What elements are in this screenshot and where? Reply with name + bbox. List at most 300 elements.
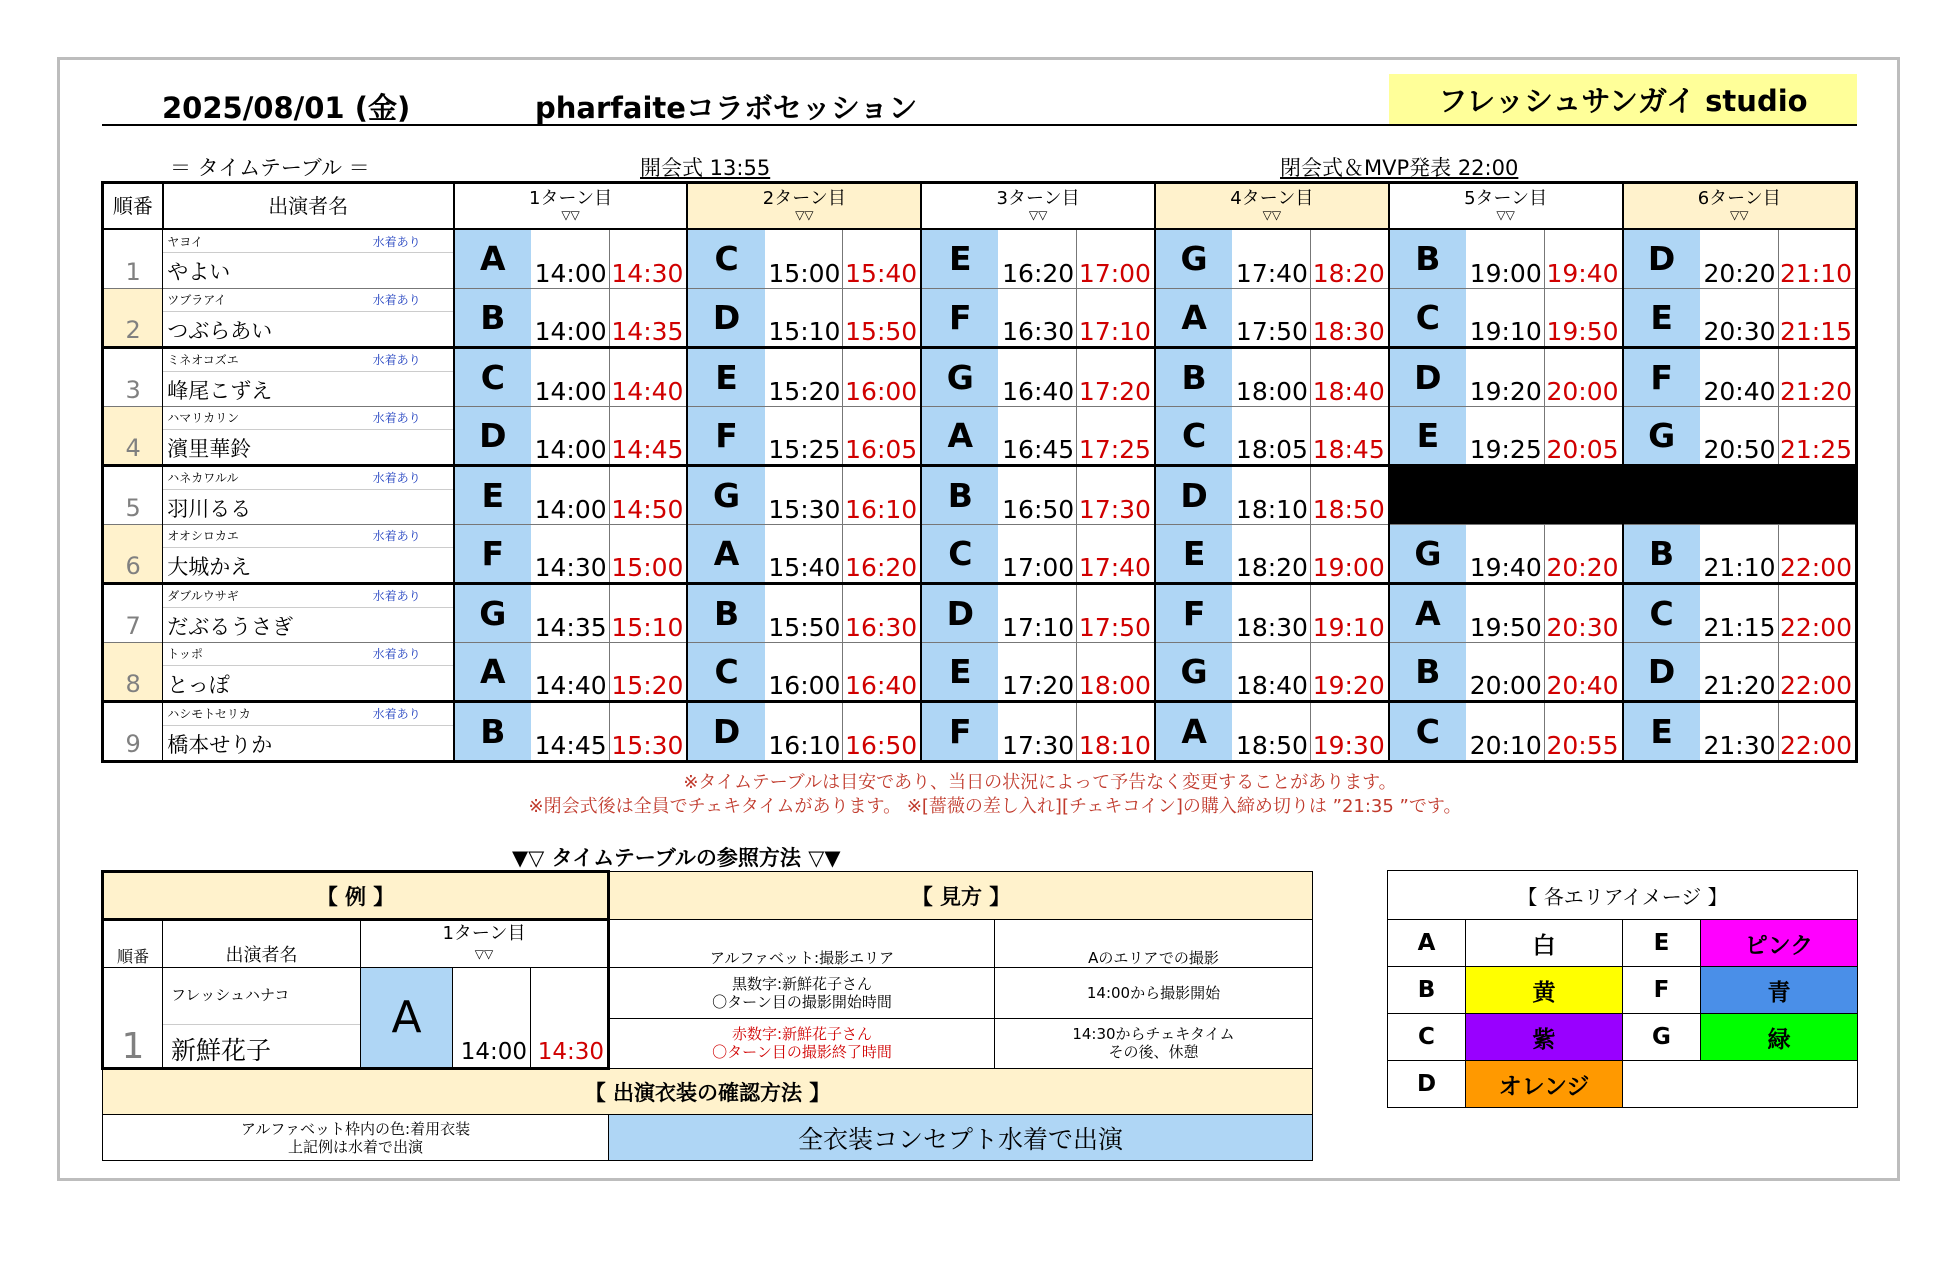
performer-kana: ツブラアイ — [167, 293, 227, 307]
performer-kana: オオシロカエ — [167, 529, 239, 543]
performer-name: 大城かえ — [167, 554, 252, 579]
end-time: 14:50 — [609, 465, 687, 524]
start-time: 18:00 — [1232, 347, 1310, 406]
turn-header-label: 1ターン目 — [529, 188, 613, 210]
performer-name-cell — [163, 465, 454, 524]
turn-header-arrows: ▽▽ — [1028, 208, 1048, 223]
end-time: 17:30 — [1077, 465, 1155, 524]
start-time: 15:25 — [765, 406, 843, 465]
area-letter: C — [1389, 288, 1466, 347]
start-time: 18:05 — [1232, 406, 1310, 465]
howto-end-desc — [609, 1018, 995, 1069]
end-time: 16:00 — [843, 347, 921, 406]
performer-row — [103, 642, 1857, 701]
area-legend-letter: C — [1388, 1014, 1466, 1061]
example-turn-header — [361, 920, 609, 968]
performer-order: 7 — [103, 583, 163, 642]
start-time: 19:10 — [1466, 288, 1544, 347]
end-time: 16:20 — [843, 524, 921, 583]
area-letter: A — [1155, 701, 1232, 761]
performer-order: 3 — [103, 347, 163, 406]
start-time: 16:40 — [998, 347, 1076, 406]
turn-header-5 — [1389, 183, 1623, 230]
reference-title: ▼▽ タイムテーブルの参照方法 ▽▼ — [512, 846, 841, 870]
event-date: 2025/08/01 (金) — [162, 91, 411, 125]
example-end: 14:30 — [531, 968, 609, 1069]
end-time: 17:50 — [1077, 583, 1155, 642]
howto-start-example: 14:00から撮影開始 — [995, 968, 1313, 1019]
start-time: 15:10 — [765, 288, 843, 347]
start-time: 20:40 — [1700, 347, 1778, 406]
area-legend-row — [1388, 1061, 1858, 1108]
area-letter: G — [1389, 524, 1466, 583]
area-legend-empty — [1623, 1061, 1858, 1108]
performer-kana-row — [163, 349, 452, 372]
area-letter: E — [921, 642, 998, 701]
swimsuit-tag: 水着あり — [372, 411, 421, 425]
area-letter: E — [1623, 288, 1700, 347]
performer-row — [103, 288, 1857, 347]
area-letter: G — [454, 583, 531, 642]
example-num: 1 — [103, 968, 163, 1069]
area-letter: F — [1623, 347, 1700, 406]
start-time: 19:25 — [1466, 406, 1544, 465]
area-legend-letter: G — [1623, 1014, 1701, 1061]
howto-end-desc-1: 赤数字:新鮮花子さん — [731, 1025, 873, 1044]
howto-area-example: Aのエリアでの撮影 — [995, 920, 1313, 968]
area-legend-color: ピンク — [1701, 920, 1858, 967]
start-time: 20:00 — [1466, 642, 1544, 701]
area-letter: G — [1155, 642, 1232, 701]
turn-header-label: 2ターン目 — [762, 188, 846, 210]
area-letter: E — [454, 465, 531, 524]
start-time: 19:40 — [1466, 524, 1544, 583]
start-time: 20:20 — [1700, 229, 1778, 288]
area-legend-color: 緑 — [1701, 1014, 1858, 1061]
performer-order: 6 — [103, 524, 163, 583]
area-legend-color: 青 — [1701, 967, 1858, 1014]
performer-kana-row — [163, 643, 452, 666]
end-time: 21:15 — [1778, 288, 1857, 347]
start-time: 19:00 — [1466, 229, 1544, 288]
swimsuit-tag: 水着あり — [372, 707, 421, 721]
example-name: 新鮮花子 — [171, 1036, 272, 1065]
start-time: 20:50 — [1700, 406, 1778, 465]
area-letter: G — [1155, 229, 1232, 288]
start-time: 18:20 — [1232, 524, 1310, 583]
turn-header-label: 4ターン目 — [1230, 188, 1314, 210]
unavailable-block — [1389, 465, 1857, 524]
area-letter: D — [1389, 347, 1466, 406]
area-letter: E — [921, 229, 998, 288]
venue-name: フレッシュサンガイ studio — [1389, 74, 1857, 124]
performer-name: 橋本せりか — [167, 732, 273, 757]
timetable-note-1: ※タイムテーブルは目安であり、当日の状況によって予告なく変更することがあります。 — [683, 772, 1397, 793]
start-time: 17:00 — [998, 524, 1076, 583]
start-time: 17:40 — [1232, 229, 1310, 288]
area-legend-title: 【 各エリアイメージ 】 — [1388, 871, 1858, 920]
end-time: 16:40 — [843, 642, 921, 701]
area-legend-letter: D — [1388, 1061, 1466, 1108]
area-letter: D — [687, 701, 764, 761]
start-time: 21:30 — [1700, 701, 1778, 761]
performer-kana: トッポ — [167, 647, 203, 661]
area-legend-color: オレンジ — [1466, 1061, 1623, 1108]
area-letter: D — [921, 583, 998, 642]
start-time: 15:30 — [765, 465, 843, 524]
end-time: 17:25 — [1077, 406, 1155, 465]
area-legend-row — [1388, 967, 1858, 1014]
end-time: 18:40 — [1310, 347, 1388, 406]
area-letter: D — [1623, 642, 1700, 701]
end-time: 20:05 — [1544, 406, 1622, 465]
end-time: 15:40 — [845, 258, 918, 288]
area-legend-letter: F — [1623, 967, 1701, 1014]
performer-kana-row — [163, 289, 452, 312]
start-time: 16:00 — [765, 642, 843, 701]
end-time: 18:30 — [1310, 288, 1388, 347]
end-time: 22:00 — [1778, 524, 1857, 583]
howto-start-desc — [609, 968, 995, 1019]
performer-row — [103, 701, 1857, 761]
area-letter: G — [687, 465, 764, 524]
start-time: 21:15 — [1700, 583, 1778, 642]
end-time: 14:40 — [609, 347, 687, 406]
end-time: 16:50 — [843, 701, 921, 761]
start-time: 14:00 — [531, 465, 609, 524]
turn-header-arrows: ▽▽ — [1730, 208, 1749, 223]
area-letter: A — [921, 406, 998, 465]
start-time: 19:20 — [1466, 347, 1544, 406]
turn-header-arrows: ▽▽ — [561, 208, 580, 223]
end-time: 18:00 — [1077, 642, 1155, 701]
area-letter: C — [687, 642, 764, 701]
performer-name-cell — [163, 642, 454, 701]
swimsuit-tag: 水着あり — [372, 589, 421, 603]
area-letter: A — [1389, 583, 1466, 642]
area-letter: A — [454, 642, 531, 701]
area-legend-letter: E — [1623, 920, 1701, 967]
start-time: 21:10 — [1700, 524, 1778, 583]
end-time: 19:00 — [1310, 524, 1388, 583]
turn-header-label: 6ターン目 — [1697, 188, 1781, 210]
end-time: 22:00 — [1778, 583, 1857, 642]
costume-desc — [103, 1115, 609, 1161]
performer-kana-row — [163, 467, 452, 490]
end-time: 16:30 — [843, 583, 921, 642]
start-time: 17:50 — [1232, 288, 1310, 347]
example-start: 14:00 — [453, 968, 531, 1069]
swimsuit-tag: 水着あり — [372, 529, 421, 543]
area-legend-color: 黄 — [1466, 967, 1623, 1014]
performer-row — [103, 524, 1857, 583]
area-letter: D — [454, 406, 531, 465]
area-legend-color: 紫 — [1466, 1014, 1623, 1061]
area-legend-color: 白 — [1466, 920, 1623, 967]
performer-name-cell — [163, 524, 454, 583]
turn-header-arrows: ▽▽ — [1496, 208, 1515, 223]
start-time: 15:50 — [765, 583, 843, 642]
example-order-header: 順番 — [103, 920, 163, 968]
start-time: 16:30 — [998, 288, 1076, 347]
end-time: 17:10 — [1077, 288, 1155, 347]
performer-kana: ハシモトセリカ — [167, 707, 251, 721]
start-time: 18:10 — [1232, 465, 1310, 524]
performer-kana: ミネオコズエ — [167, 353, 239, 367]
end-time: 14:45 — [609, 406, 687, 465]
performer-name: 峰尾こずえ — [167, 378, 273, 403]
start-time: 14:45 — [531, 701, 609, 761]
end-time: 22:00 — [1778, 642, 1857, 701]
howto-end-example-2: その後、休憩 — [1108, 1043, 1199, 1062]
howto-end-example — [995, 1018, 1313, 1069]
performer-kana-row — [163, 230, 452, 253]
area-letter: B — [687, 583, 764, 642]
end-time: 20:00 — [1544, 347, 1622, 406]
swimsuit-tag: 水着あり — [372, 353, 421, 367]
end-time: 21:10 — [1779, 258, 1852, 288]
end-time: 15:20 — [609, 642, 687, 701]
turn-header-arrows: ▽▽ — [795, 208, 814, 223]
closing-time: 閉会式＆MVP発表 22:00 — [1280, 156, 1519, 180]
start-time: 20:30 — [1700, 288, 1778, 347]
area-legend-letter: B — [1388, 967, 1466, 1014]
end-time: 15:00 — [609, 524, 687, 583]
end-time: 15:50 — [843, 288, 921, 347]
performer-kana-row — [163, 585, 452, 608]
area-letter: E — [1155, 524, 1232, 583]
start-time: 16:20 — [998, 229, 1076, 288]
swimsuit-tag: 水着あり — [372, 234, 421, 249]
performer-name-cell — [163, 347, 454, 406]
start-time: 21:20 — [1700, 642, 1778, 701]
area-letter: B — [454, 288, 531, 347]
area-letter: D — [1155, 465, 1232, 524]
start-time: 16:45 — [998, 406, 1076, 465]
turn-header-2 — [687, 183, 921, 230]
end-time: 17:00 — [1078, 258, 1151, 288]
start-time: 16:50 — [998, 465, 1076, 524]
performer-name: だぶるうさぎ — [167, 614, 294, 639]
performer-name-cell — [163, 583, 454, 642]
start-time: 14:35 — [531, 583, 609, 642]
performer-row — [103, 347, 1857, 406]
start-time: 14:00 — [531, 347, 609, 406]
timetable-label: ＝ タイムテーブル ＝ — [170, 156, 370, 180]
swimsuit-tag: 水着あり — [372, 647, 421, 661]
end-time: 14:35 — [609, 288, 687, 347]
timetable-body — [103, 229, 1857, 761]
performer-row — [103, 465, 1857, 524]
timetable — [101, 181, 1858, 763]
area-letter: C — [1623, 583, 1700, 642]
area-legend-row — [1388, 1014, 1858, 1061]
performer-name-cell — [163, 701, 454, 761]
performer-order: 5 — [103, 465, 163, 524]
area-letter: C — [1389, 701, 1466, 761]
area-legend-body — [1388, 920, 1858, 1108]
performer-order: 1 — [103, 229, 163, 288]
turn-header-arrows: ▽▽ — [1262, 208, 1282, 223]
area-letter: F — [454, 524, 531, 583]
start-time: 17:20 — [998, 642, 1076, 701]
area-letter: D — [687, 288, 764, 347]
performer-name: とっぽ — [167, 672, 230, 697]
start-time: 14:30 — [531, 524, 609, 583]
start-time: 14:00 — [531, 288, 609, 347]
timetable-note-2: ※閉会式後は全員でチェキタイムがあります。 ※[薔薇の差し入れ][チェキコイン]の購入締め切りは ”21:35 ”です。 — [528, 796, 1462, 817]
example-kana: フレッシュハナコ — [163, 968, 360, 1025]
performer-name: 羽川るる — [167, 496, 252, 521]
performer-name-cell — [163, 288, 454, 347]
end-time: 20:20 — [1544, 524, 1622, 583]
start-time: 17:30 — [998, 701, 1076, 761]
performer-order: 4 — [103, 406, 163, 465]
performer-row — [103, 229, 1857, 288]
end-time: 14:30 — [611, 258, 684, 288]
performer-kana: ハネカワルル — [167, 471, 239, 485]
end-time: 17:20 — [1077, 347, 1155, 406]
end-time: 21:20 — [1778, 347, 1857, 406]
area-letter: B — [1389, 229, 1466, 288]
area-letter: E — [1389, 406, 1466, 465]
area-legend-row — [1388, 920, 1858, 967]
swimsuit-tag: 水着あり — [372, 471, 421, 485]
area-letter: G — [921, 347, 998, 406]
performer-row — [103, 583, 1857, 642]
performer-order: 8 — [103, 642, 163, 701]
performer-name-cell — [163, 229, 454, 288]
example-area: A — [361, 968, 453, 1069]
area-legend — [1387, 870, 1858, 1108]
area-letter: G — [1623, 406, 1700, 465]
example-header: 【 例 】 — [103, 872, 609, 920]
event-title: pharfaiteコラボセッション — [535, 91, 918, 125]
area-letter: B — [1389, 642, 1466, 701]
area-letter: B — [921, 465, 998, 524]
start-time: 16:10 — [765, 701, 843, 761]
howto-end-example-1: 14:30からチェキタイム — [1072, 1025, 1235, 1044]
turn-header-label: 5ターン目 — [1464, 188, 1548, 210]
example-turn-label: 1ターン目 — [442, 923, 526, 945]
start-time: 19:50 — [1466, 583, 1544, 642]
performer-header: 出演者名 — [163, 183, 454, 230]
performer-name: 濱里華鈴 — [167, 436, 252, 461]
start-time: 17:10 — [998, 583, 1076, 642]
area-letter: A — [687, 524, 764, 583]
start-time: 15:40 — [765, 524, 843, 583]
start-time: 18:40 — [1232, 642, 1310, 701]
performer-name: つぶらあい — [167, 318, 273, 343]
area-letter: B — [1155, 347, 1232, 406]
start-time: 15:20 — [765, 347, 843, 406]
area-letter: D — [1623, 229, 1700, 288]
performer-order: 2 — [103, 288, 163, 347]
area-letter: E — [687, 347, 764, 406]
area-letter: A — [1155, 288, 1232, 347]
performer-kana-row — [163, 525, 452, 548]
turn-header-1 — [454, 183, 688, 230]
area-letter: E — [1623, 701, 1700, 761]
end-time: 18:50 — [1310, 465, 1388, 524]
performer-name-cell — [163, 406, 454, 465]
performer-kana: ヤヨイ — [167, 234, 203, 249]
end-time: 22:00 — [1778, 701, 1857, 761]
end-time: 19:10 — [1310, 583, 1388, 642]
howto-start-desc-2: 〇ターン目の撮影開始時間 — [712, 992, 892, 1011]
area-letter: F — [687, 406, 764, 465]
area-letter: C — [687, 229, 764, 288]
howto-header: 【 見方 】 — [609, 872, 1313, 920]
end-time: 20:30 — [1544, 583, 1622, 642]
area-letter: C — [454, 347, 531, 406]
end-time: 18:10 — [1077, 701, 1155, 761]
end-time: 20:40 — [1544, 642, 1622, 701]
end-time: 19:40 — [1546, 258, 1619, 288]
turn-header-6 — [1623, 183, 1857, 230]
end-time: 17:40 — [1077, 524, 1155, 583]
performer-name: やよい — [167, 260, 231, 284]
end-time: 19:20 — [1310, 642, 1388, 701]
howto-area-desc: アルファベット:撮影エリア — [609, 920, 995, 968]
example-performer-header: 出演者名 — [163, 920, 361, 968]
area-letter: B — [454, 701, 531, 761]
end-time: 19:30 — [1310, 701, 1388, 761]
performer-kana: ダブルウサギ — [167, 589, 239, 603]
timetable-header-row — [103, 183, 1857, 230]
end-time: 20:55 — [1544, 701, 1622, 761]
swimsuit-tag: 水着あり — [372, 293, 421, 307]
end-time: 15:30 — [609, 701, 687, 761]
performer-kana-row — [163, 703, 452, 726]
howto-start-desc-1: 黒数字:新鮮花子さん — [731, 974, 873, 993]
start-time: 14:40 — [531, 642, 609, 701]
end-time: 15:10 — [609, 583, 687, 642]
costume-value: 全衣装コンセプト水着で出演 — [609, 1115, 1313, 1161]
start-time: 20:10 — [1466, 701, 1544, 761]
start-time: 18:30 — [1232, 583, 1310, 642]
end-time: 18:20 — [1312, 258, 1385, 288]
turn-header-label: 3ターン目 — [996, 188, 1080, 210]
performer-row — [103, 406, 1857, 465]
area-legend-letter: A — [1388, 920, 1466, 967]
example-turn-arrows: ▽▽ — [474, 947, 494, 961]
start-time: 15:00 — [765, 229, 843, 288]
start-time: 18:50 — [1232, 701, 1310, 761]
area-letter: F — [1155, 583, 1232, 642]
performer-kana: ハマリカリン — [167, 411, 240, 425]
turn-header-4 — [1155, 183, 1389, 230]
start-time: 14:00 — [531, 229, 609, 288]
end-time: 16:05 — [843, 406, 921, 465]
turn-header-3 — [921, 183, 1155, 230]
performer-kana-row — [163, 407, 452, 430]
area-letter: C — [921, 524, 998, 583]
end-time: 16:10 — [843, 465, 921, 524]
reference-table — [101, 870, 1313, 1161]
area-letter: C — [1155, 406, 1232, 465]
end-time: 18:45 — [1310, 406, 1388, 465]
end-time: 19:50 — [1544, 288, 1622, 347]
costume-header: 【 出演衣装の確認方法 】 — [103, 1069, 1313, 1115]
area-letter: A — [454, 229, 531, 288]
end-time: 21:25 — [1778, 406, 1857, 465]
costume-desc-1: アルファベット枠内の色:着用衣装 — [240, 1119, 471, 1138]
performer-order: 9 — [103, 701, 163, 761]
area-letter: F — [921, 288, 998, 347]
howto-end-desc-2: 〇ターン目の撮影終了時間 — [712, 1043, 892, 1062]
header-underline — [102, 124, 1857, 126]
